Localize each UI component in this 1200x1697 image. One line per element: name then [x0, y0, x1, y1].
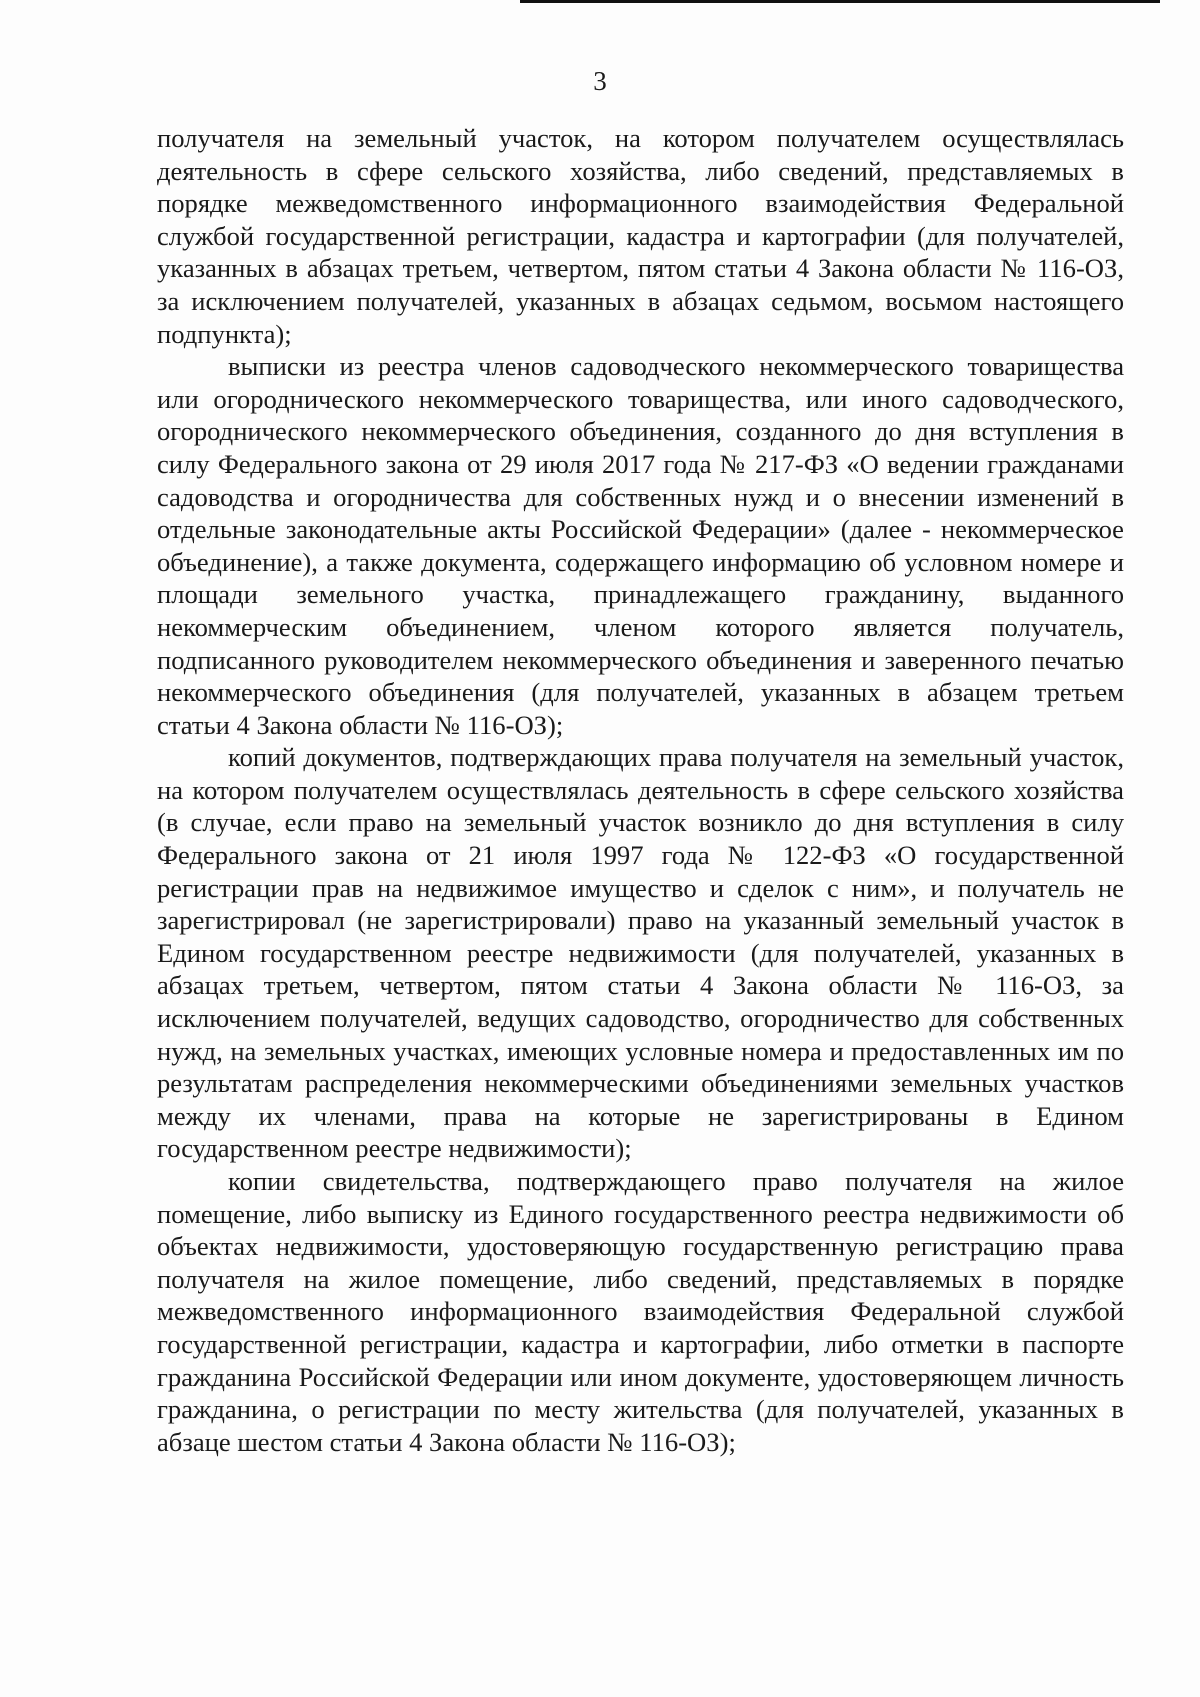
paragraph-registry-extract: выписки из реестра членов садоводческого некоммерческого товарищества или огороднического некоммерческого товарищества, или иного садоводческого, огороднического некоммерческого объединения, созданного до дня вступления в силу Федерального закона от 29 июля 2017 года № 217-ФЗ «О ведении гражданами садоводства и огородничества для собственных нужд и о внесении изменений в отдельные законодательные акты Российской Федерации» (далее - некоммерческое объединение), а также документа, содержащего информацию об условном номере и площади земельного участка, принадлежащего гражданину, выданного некоммерческим объединением, членом которого является получатель, подписанного руководителем некоммерческого объединения и заверенного печатью некоммерческого объединения (для получателей, указанных в абзацем третьем статьи 4 Закона области № 116-ОЗ); [157, 351, 1124, 740]
scan-edge-line [520, 0, 1160, 3]
paragraph-continuation: получателя на земельный участок, на котором получателем осуществлялась деятельность в сфере сельского хозяйства, либо сведений, представляемых в порядке межведомственного информационного взаимодействия Федеральной службой государственной регистрации, кадастра и картографии (для получателей, указанных в абзацах третьем, четвертом, пятом статьи 4 Закона области № 116-ОЗ, за исключением получателей, указанных в абзацах седьмом, восьмом настоящего подпункта); [157, 123, 1124, 349]
page-number: 3 [593, 66, 607, 96]
paragraph-dwelling-certificate: копии свидетельства, подтверждающего право получателя на жилое помещение, либо выписку из Единого государственного реестра недвижимости об объектах недвижимости, удостоверяющую государственную регистрацию права получателя на жилое помещение, либо сведений, представляемых в порядке межведомственного информационного взаимодействия Федеральной службой государственной регистрации, кадастра и картографии, либо отметки в паспорте гражданина Российской Федерации или ином документе, удостоверяющем личность гражданина, о регистрации по месту жительства (для получателей, указанных в абзаце шестом статьи 4 Закона области № 116-ОЗ); [157, 1166, 1124, 1457]
paragraph-land-rights-copies: копий документов, подтверждающих права получателя на земельный участок, на котором получателем осуществлялась деятельность в сфере сельского хозяйства (в случае, если право на земельный участок возникло до дня вступления в силу Федерального закона от 21 июля 1997 года № 122-ФЗ «О государственной регистрации прав на недвижимое имущество и сделок с ним», и получатель не зарегистрировал (не зарегистрировали) право на указанный земельный участок в Едином государственном реестре недвижимости (для получателей, указанных в абзацах третьем, четвертом, пятом статьи 4 Закона области № 116-ОЗ, за исключением получателей, ведущих садоводство, огородничество для собственных нужд, на земельных участках, имеющих условные номера и предоставленных им по результатам распределения некоммерческими объединениями земельных участков между их членами, права на которые не зарегистрированы в Едином государственном реестре недвижимости); [157, 742, 1124, 1164]
document-body [157, 122, 1124, 1458]
